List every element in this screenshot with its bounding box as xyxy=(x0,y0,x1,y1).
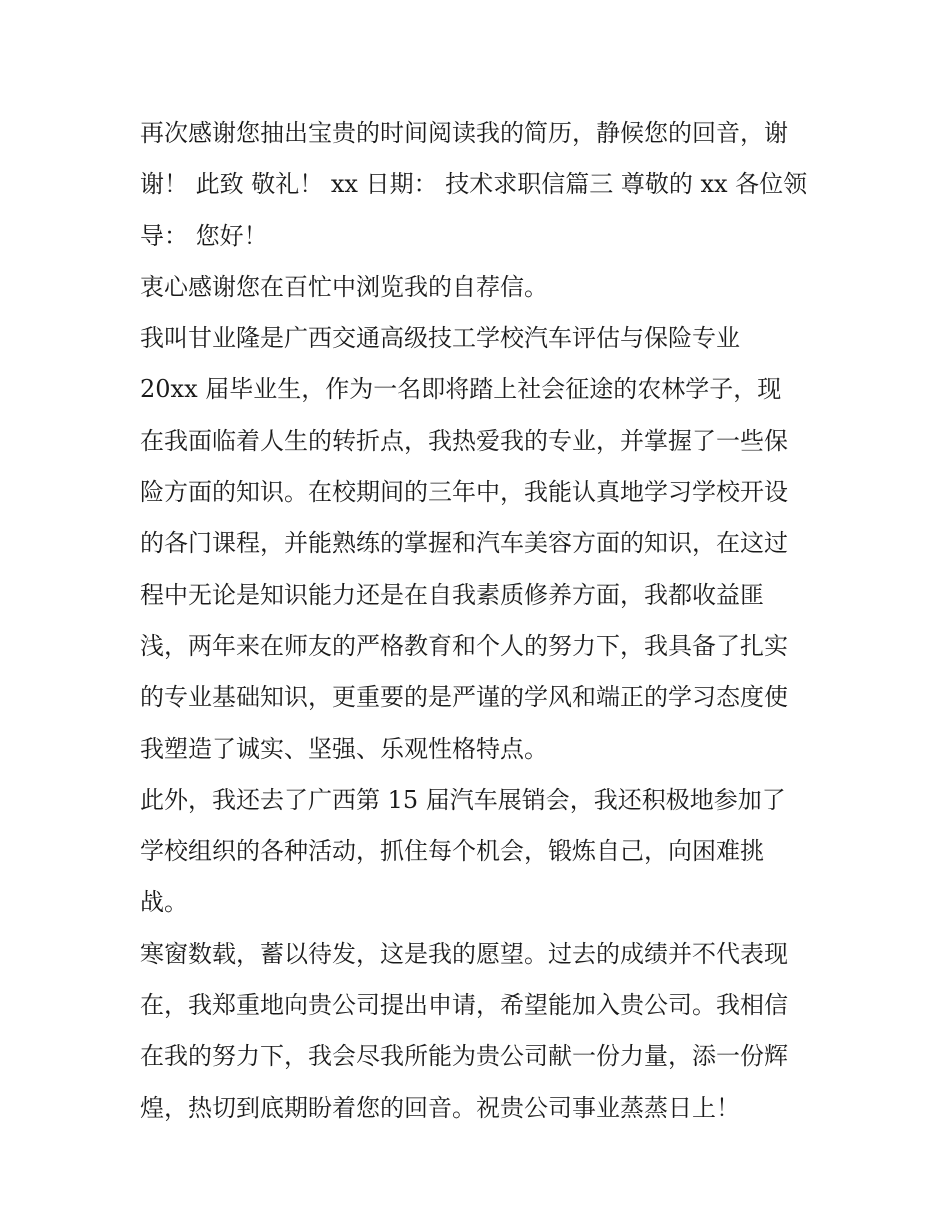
text-line: 的专业基础知识，更重要的是严谨的学风和端正的学习态度使 xyxy=(140,683,788,712)
text-line: 浅，两年来在师友的严格教育和个人的努力下，我具备了扎实 xyxy=(140,631,788,660)
text-line: 衷心感谢您在百忙中浏览我的自荐信。 xyxy=(140,272,548,301)
text-line: 学校组织的各种活动，抓住每个机会，锻炼自己，向困难挑 xyxy=(140,837,764,866)
text-line: 我塑造了诚实、坚强、乐观性格特点。 xyxy=(140,734,548,763)
text-line: 在我面临着人生的转折点，我热爱我的专业，并掌握了一些保 xyxy=(140,426,788,455)
text-line: 在，我郑重地向贵公司提出申请，希望能加入贵公司。我相信 xyxy=(140,991,788,1020)
text-line: 战。 xyxy=(140,888,188,917)
text-line: 导： 您好！ xyxy=(140,221,268,250)
text-line: 再次感谢您抽出宝贵的时间阅读我的简历，静候您的回音，谢 xyxy=(140,119,788,147)
text-line: 20xx 届毕业生，作为一名即将踏上社会征途的农林学子，现 xyxy=(140,375,782,404)
text-line: 的各门课程，并能熟练的掌握和汽车美容方面的知识，在这过 xyxy=(140,529,788,558)
text-line: 谢！ 此致 敬礼！ xx 日期： 技术求职信篇三 尊敬的 xx 各位领 xyxy=(140,170,808,199)
text-line: 此外，我还去了广西第 15 届汽车展销会，我还积极地参加了 xyxy=(140,785,786,814)
text-line: 程中无论是知识能力还是在自我素质修养方面，我都收益匪 xyxy=(140,580,764,609)
text-line: 险方面的知识。在校期间的三年中，我能认真地学习学校开设 xyxy=(140,478,788,507)
letter-body xyxy=(140,108,820,1134)
text-line: 煌，热切到底期盼着您的回音。祝贵公司事业蒸蒸日上！ xyxy=(140,1093,740,1122)
text-line: 我叫甘业隆是广西交通高级技工学校汽车评估与保险专业 xyxy=(140,324,740,353)
text-line: 在我的努力下，我会尽我所能为贵公司献一份力量，添一份辉 xyxy=(140,1042,788,1071)
text-line: 寒窗数载，蓄以待发，这是我的愿望。过去的成绩并不代表现 xyxy=(140,939,788,968)
